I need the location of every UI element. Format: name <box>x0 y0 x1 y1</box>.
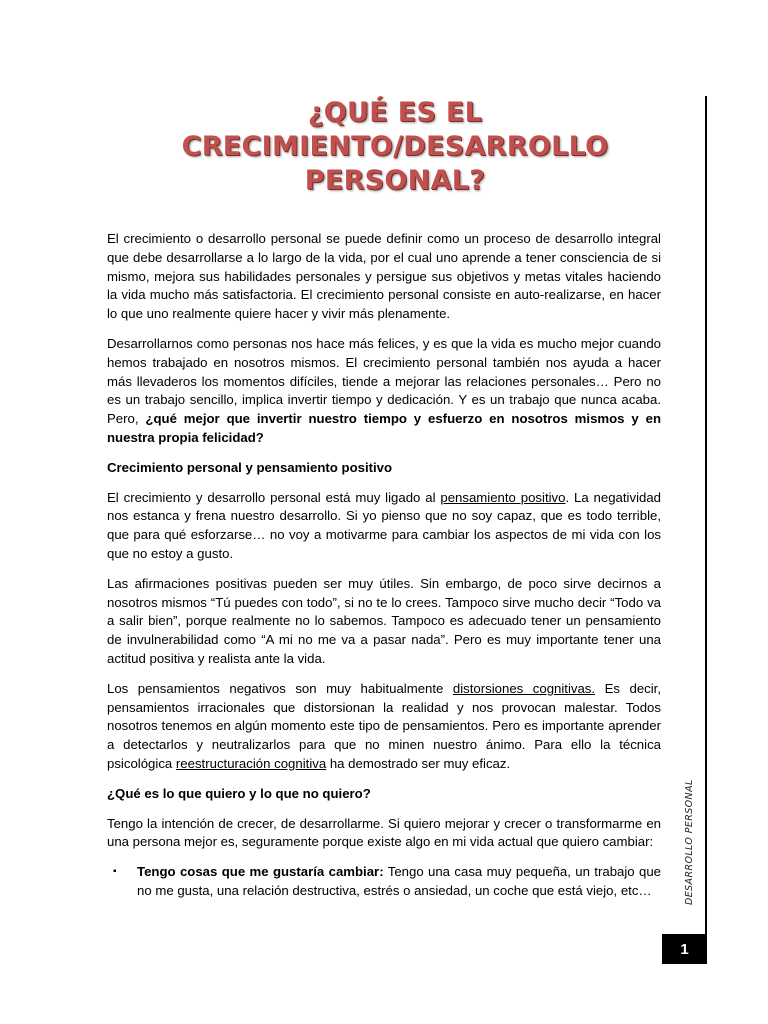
list-item <box>107 863 661 901</box>
article-body <box>107 230 661 901</box>
paragraph-positive-thinking-text-b: . La negatividad nos estanca y frena nuestro desarrollo. Si yo pienso que no soy capaz, que es todo terrible, que para qué esforzarse… no voy a motivarme para cambiar los aspectos de mi vida con los que no estoy a gusto. <box>107 489 662 561</box>
paragraph-negative-thoughts-text-c: ha demostrado ser muy eficaz. <box>326 755 511 771</box>
paragraph-benefits <box>107 335 661 448</box>
running-header-label: DESARROLLO PERSONAL <box>684 779 695 905</box>
change-list <box>107 863 661 901</box>
list-item-bold: Tengo cosas que me gustaría cambiar: <box>137 864 384 880</box>
title-line-2: PERSONAL? <box>304 165 486 196</box>
paragraph-positive-thinking <box>107 489 661 564</box>
paragraph-negative-thoughts-text-a: Los pensamientos negativos son muy habitualmente <box>107 680 453 696</box>
heading-positive-thinking: Crecimiento personal y pensamiento positivo <box>107 459 393 475</box>
paragraph-definition: El crecimiento o desarrollo personal se puede definir como un proceso de desarrollo integral que debe desarrollarse a lo largo de la vida, por el cual uno aprende a tener consciencia de si mismo, mejora sus habilidades personales y persigue sus objetivos y metas vitales haciendo la vida mucho más satisfactoria. El crecimiento personal consiste en auto-realizarse, en hacer lo que uno realmente quiere hacer y vivir más plenamente. <box>107 231 661 322</box>
link-pensamiento-positivo[interactable]: pensamiento positivo <box>440 489 566 505</box>
heading-what-i-want: ¿Qué es lo que quiero y lo que no quiero? <box>107 785 371 801</box>
link-reestructuracion-cognitiva[interactable]: reestructuración cognitiva <box>175 755 327 771</box>
link-distorsiones-cognitivas[interactable]: distorsiones cognitivas. <box>452 680 596 696</box>
paragraph-positive-thinking-text-a: El crecimiento y desarrollo personal está muy ligado al <box>107 489 441 505</box>
page-title <box>100 96 690 198</box>
square-bullet-icon: ▪ <box>113 866 117 878</box>
paragraph-intention: Tengo la intención de crecer, de desarrollarme. Si quiero mejorar y crecer o transformarme en una persona mejor es, seguramente porque existe algo en mi vida actual que quiero cambiar: <box>107 815 661 850</box>
paragraph-negative-thoughts-text-b: Es decir, pensamientos irracionales que distorsionan la realidad y nos provocan malestar. Todos nosotros tenemos en algún momento este tipo de pensamientos. Pero es importante aprender a detectarlos y neutralizarlos para que no minen nuestro ánimo. Para ello la técnica psicológica <box>107 680 661 771</box>
paragraph-benefits-question: ¿qué mejor que invertir nuestro tiempo y esfuerzo en nosotros mismos y en nuestra propia felicidad? <box>107 411 661 445</box>
page-number-badge: 1 <box>662 934 707 964</box>
list-item-text: Tengo una casa muy pequeña, un trabajo que no me gusta, una relación destructiva, estrés o ansiedad, un coche que está viejo, etc… <box>137 864 661 898</box>
paragraph-negative-thoughts <box>107 680 661 774</box>
paragraph-benefits-text: Desarrollarnos como personas nos hace más felices, y es que la vida es mucho mejor cuando hemos trabajado en nosotros mismos. El crecimiento personal también nos ayuda a hacer más llevaderos los momentos difíciles, tiende a mejorar las relaciones personales… Pero no es un trabajo sencillo, implica invertir tiempo y dedicación. Y es un trabajo que nunca acaba. Pero, <box>107 335 661 427</box>
paragraph-affirmations: Las afirmaciones positivas pueden ser muy útiles. Sin embargo, de poco sirve decirnos a nosotros mismos “Tú puedes con todo”, si no te lo crees. Tampoco sirve mucho decir “Todo va a salir bien”, porque realmente no lo sabemos. Tampoco es adecuado tener un pensamiento de invulnerabilidad como “A mi no me va a pasar nada”. Pero es muy importante tener una actitud positiva y realista ante la vida. <box>107 575 661 666</box>
vertical-margin-rule <box>705 96 707 934</box>
title-line-1: ¿QUÉ ES EL CRECIMIENTO/DESARROLLO <box>181 97 609 162</box>
